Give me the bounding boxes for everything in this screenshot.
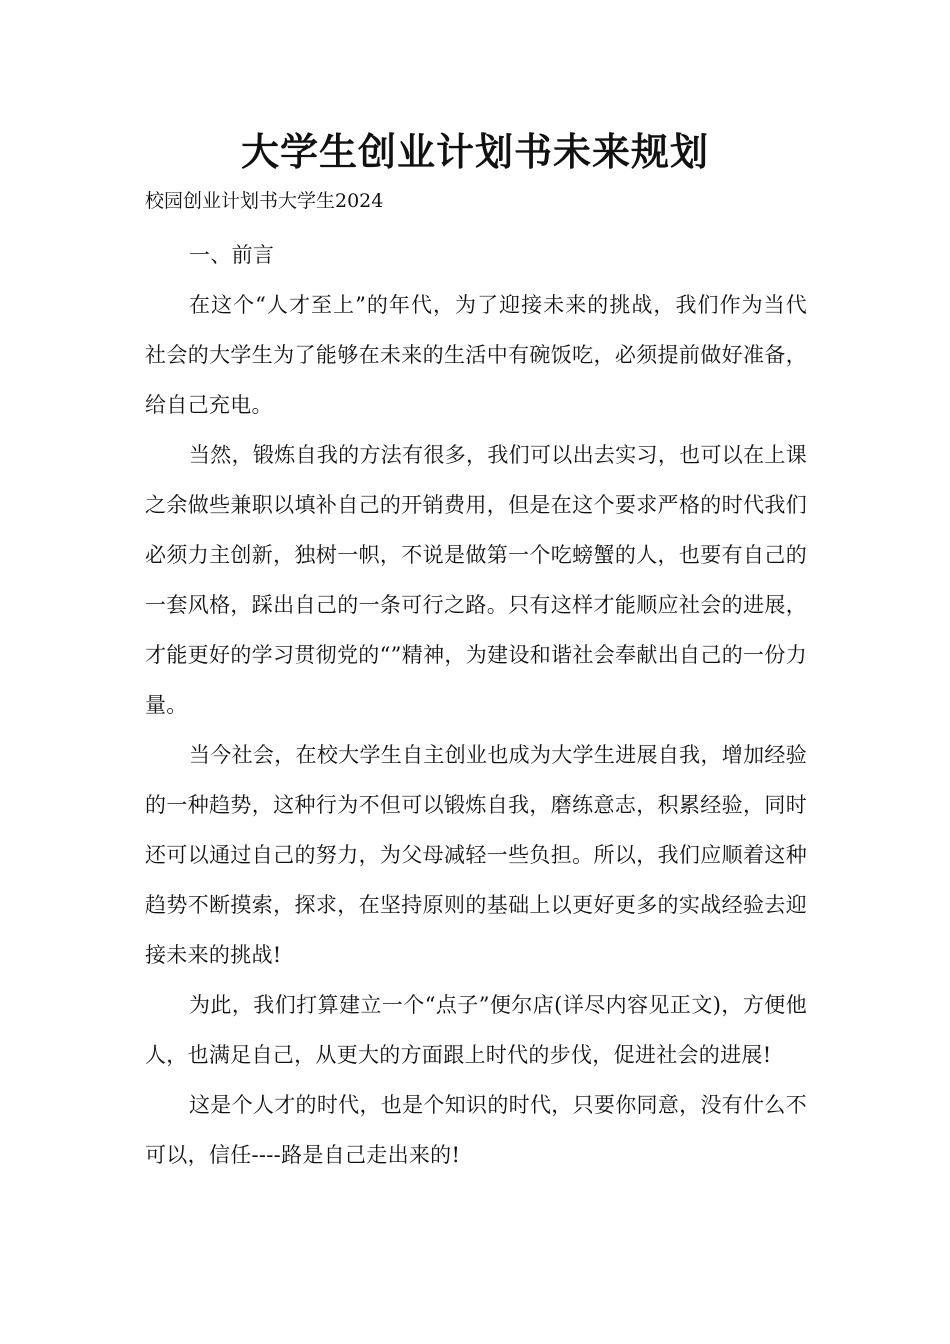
paragraph: 为此，我们打算建立一个“点子”便尔店(详尽内容见正文)，方便他人，也满足自己，从更大的方面跟上时代的步伐，促进社会的进展! <box>145 993 807 1067</box>
paragraph: 这是个人才的时代，也是个知识的时代，只要你同意，没有什么不可以，信任----路是自己走出来的! <box>145 1093 807 1167</box>
paragraph: 当然，锻炼自我的方法有很多，我们可以出去实习，也可以在上课之余做些兼职以填补自己的开销费用，但是在这个要求严格的时代我们必须力主创新，独树一帜，不说是做第一个吃螃蟹的人，也要有自己的一套风格，踩出自己的一条可行之路。只有这样才能顺应社会的进展，才能更好的学习贯彻党的“”精神，为建设和谐社会奉献出自己的一份力量。 <box>145 443 807 717</box>
document-title: 大学生创业计划书未来规划 <box>240 130 709 174</box>
paragraph: 在这个“人才至上”的年代，为了迎接未来的挑战，我们作为当代社会的大学生为了能够在未来的生活中有碗饭吃，必须提前做好准备，给自己充电。 <box>145 293 807 417</box>
document-body <box>145 230 807 1180</box>
section-heading-preface: 一、前言 <box>189 243 275 267</box>
paragraph: 当今社会，在校大学生自主创业也成为大学生进展自我，增加经验的一种趋势，这种行为不但可以锻炼自我，磨练意志，积累经验，同时还可以通过自己的努力，为父母减轻一些负担。所以，我们应顺着这种趋势不断摸索，探求，在坚持原则的基础上以更好更多的实战经验去迎接未来的挑战! <box>145 743 807 967</box>
document-subtitle: 校园创业计划书大学生2024 <box>145 190 384 212</box>
